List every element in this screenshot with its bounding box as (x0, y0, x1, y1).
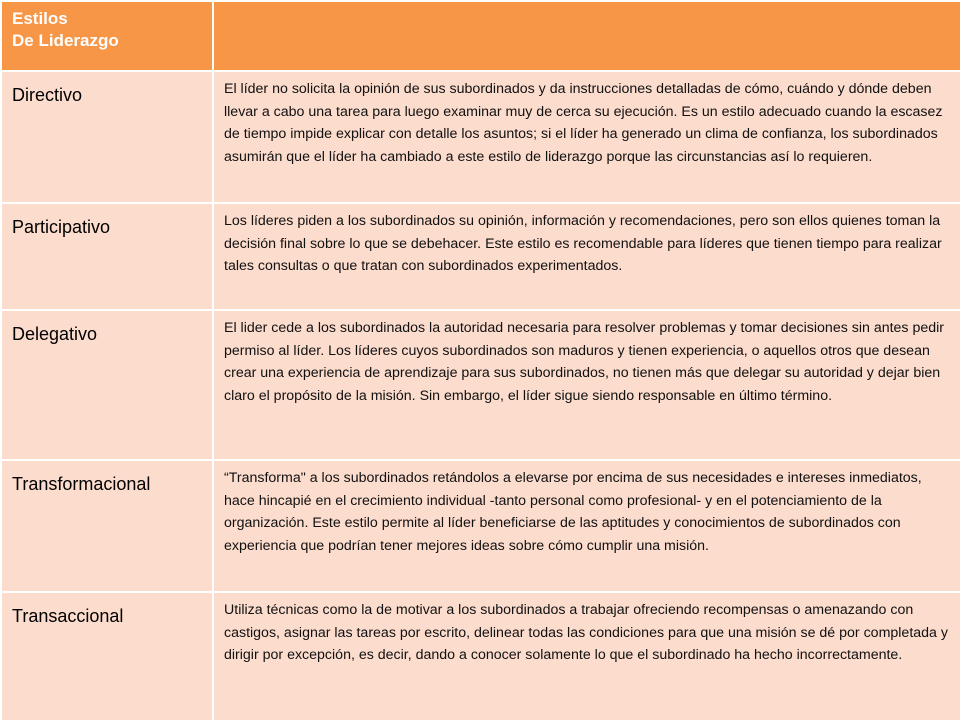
table-header-row (1, 1, 960, 71)
table-row (1, 71, 960, 203)
style-name-delegativo: Delegativo (1, 310, 213, 460)
style-description-delegativo: El lider cede a los subordinados la autoridad necesaria para resolver problemas y tomar decisiones sin antes pedir permiso al líder. Los líderes cuyos subordinados son maduros y tienen experiencia, o aquellos otros que desean crear una experiencia de aprendizaje para sus subordinados, no tienen más que delegar su autoridad y dejar bien claro el propósito de la misión. Sin embargo, el líder sigue siendo responsable en último término. (213, 310, 960, 460)
style-description-directivo: El líder no solicita la opinión de sus subordinados y da instrucciones detalladas de cómo, cuándo y dónde deben llevar a cabo una tarea para luego examinar muy de cerca su ejecución. Es un estilo adecuado cuando la escasez de tiempo impide explicar con detalle los asuntos; si el líder ha generado un clima de confianza, los subordinados asumirán que el líder ha cambiado a este estilo de liderazgo porque las circunstancias así lo requieren. (213, 71, 960, 203)
header-styles-cell (1, 1, 213, 71)
style-description-transaccional: Utiliza técnicas como la de motivar a los subordinados a trabajar ofreciendo recompensas o amenazando con castigos, asignar las tareas por escrito, delinear todas las condiciones para que una misión se dé por completada y dirigir por excepción, es decir, dando a conocer solamente lo que el subordinado ha hecho incorrectamente. (213, 592, 960, 720)
style-name-participativo: Participativo (1, 203, 213, 310)
style-name-directivo: Directivo (1, 71, 213, 203)
style-description-participativo: Los líderes piden a los subordinados su opinión, información y recomendaciones, pero son ellos quienes toman la decisión final sobre lo que se debehacer. Este estilo es recomendable para líderes que tienen tiempo para realizar tales consultas o que tratan con subordinados experimentados. (213, 203, 960, 310)
header-title-line-1: Estilos (12, 9, 68, 28)
table-row (1, 310, 960, 460)
style-name-transaccional: Transaccional (1, 592, 213, 720)
header-description-cell (213, 1, 960, 71)
header-title-line-2: De Liderazgo (12, 31, 119, 50)
table-row (1, 460, 960, 592)
table-row (1, 203, 960, 310)
style-name-transformacional: Transformacional (1, 460, 213, 592)
table-row (1, 592, 960, 720)
style-description-transformacional: “Transforma" a los subordinados retándolos a elevarse por encima de sus necesidades e intereses inmediatos, hace hincapié en el crecimiento individual -tanto personal como profesional- y en el potenciamiento de la organización. Este estilo permite al líder beneficiarse de las aptitudes y conocimientos de subordinados con experiencia que podrían tener mejores ideas sobre cómo cumplir una misión. (213, 460, 960, 592)
